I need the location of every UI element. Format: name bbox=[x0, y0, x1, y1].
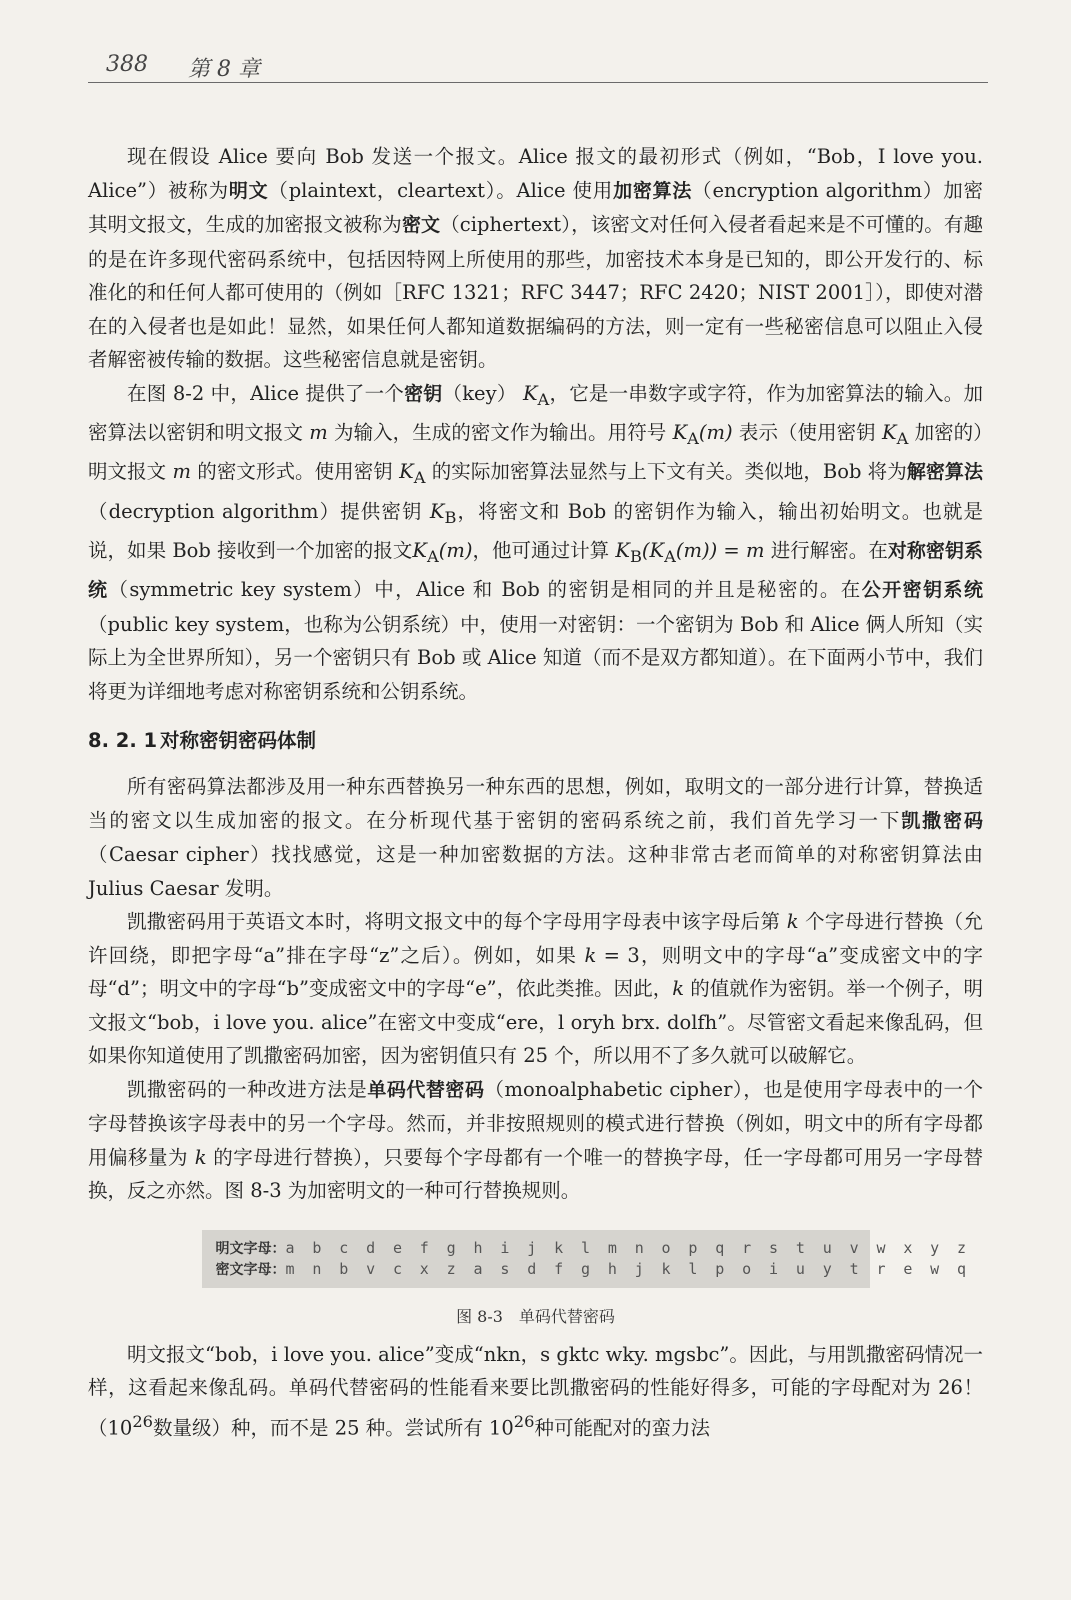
ciphertext-label: 密文字母： bbox=[215, 1261, 286, 1278]
page-header bbox=[88, 52, 988, 83]
ciphertext-row bbox=[215, 1259, 971, 1280]
paragraph-caesar-intro: 所有密码算法都涉及用一种东西替换另一种东西的思想，例如，取明文的一部分进行计算，替换适当的密文以生成加密的报文。在分析现代基于密钥的密码系统之前，我们首先学习一下凯撒密码（Caesar cipher）找找感觉，这是一种加密数据的方法。这种非常古老而简单的对称密钥算法由 Julius Caesar 发明。 bbox=[88, 775, 983, 900]
substitution-table bbox=[202, 1230, 971, 1288]
section-title: 对称密钥密码体制 bbox=[160, 729, 317, 753]
paragraph-key: 在图 8-2 中，Alice 提供了一个密钥（key） $K_A$，它是一串数字或字符，作为加密算法的输入。加密算法以密钥和明文报文 m 为输入，生成的密文作为输出。用符号 $K_A(m)$ 表示（使用密钥 $K_A$ 加密的）明文报文 m 的密文形式。使用密钥 $K_A$ 的实际加密算法显然与上下文有关。类似地，Bob 将为解密算法（decryption algorithm）提供密钥 $K_B$，将密文和 Bob 的密钥作为输入，输出初始明文。也就是说，如果 Bob 接收到一个加密的报文$K_A(m)$，他可通过计算 $K_B(K_A(m)) = m$ 进行解密。在对称密钥系统（symmetric key system）中，Alice 和 Bob 的密钥是相同的并且是秘密的。在公开密钥系统（public key system，也称为公钥系统）中，使用一对密钥：一个密钥为 Bob 和 Alice 俩人所知（实际上为全世界所知），另一个密钥只有 Bob 或 Alice 知道（而不是双方都知道）。在下面两小节中，我们将更为详细地考虑对称密钥系统和公钥系统。 bbox=[88, 381, 984, 703]
paragraph-plaintext: 现在假设 Alice 要向 Bob 发送一个报文。Alice 报文的最初形式（例如，“Bob，I love you. Alice”）被称为明文（plaintext，cleartext）。Alice 使用加密算法（encryption algorithm）加密其明文报文，生成的加密报文被称为密文（ciphertext），该密文对任何入侵者看起来是不可懂的。有趣的是在许多现代密码系统中，包括因特网上所使用的那些，加密技术本身是已知的，即公开发行的、标准化的和任何人都可使用的（例如［RFC 1321；RFC 3447；RFC 2420；NIST 2001］），即使对潜在的入侵者也是如此！显然，如果任何人都知道数据编码的方法，则一定有一些秘密信息可以阻止入侵者解密被传输的数据。这些秘密信息就是密钥。 bbox=[88, 145, 983, 371]
figure-caption: 图 8-3 单码代替密码 bbox=[456, 1306, 615, 1326]
plaintext-letters: a b c d e f g h i j k l m n o p q r s t u v w x y z bbox=[285, 1238, 971, 1257]
section-number: 8. 2. 1 bbox=[88, 729, 158, 753]
plaintext-row bbox=[215, 1238, 971, 1259]
page-body bbox=[88, 140, 983, 1445]
chapter-label: 第 8 章 bbox=[188, 57, 260, 82]
paragraph-caesar-detail: 凯撒密码用于英语文本时，将明文报文中的每个字母用字母表中该字母后第 k 个字母进行替换（允许回绕，即把字母“a”排在字母“z”之后）。例如，如果 k = 3，则明文中的字母“a”变成密文中的字母“d”；明文中的字母“b”变成密文中的字母“e”，依此类推。因此，k 的值就作为密钥。举一个例子，明文报文“bob，i love you. alice”在密文中变成“ere，l oryh brx. dolfh”。尽管密文看起来像乱码，但如果你知道使用了凯撒密码加密，因为密钥值只有 25 个，所以用不了多久就可以破解它。 bbox=[88, 910, 983, 1068]
page-number: 388 bbox=[106, 52, 148, 77]
paragraph-monoalphabetic: 凯撒密码的一种改进方法是单码代替密码（monoalphabetic cipher），也是使用字母表中的一个字母替换该字母表中的另一个字母。然而，并非按照规则的模式进行替换（例如，明文中的所有字母都用偏移量为 k 的字母进行替换），只要每个字母都有一个唯一的替换字母，任一字母都可用另一字母替换，反之亦然。图 8-3 为加密明文的一种可行替换规则。 bbox=[88, 1077, 983, 1203]
paragraph-bruteforce: 明文报文“bob，i love you. alice”变成“nkn，s gktc wky. mgsbc”。因此，与用凯撒密码情况一样，这看起来像乱码。单码代替密码的性能看来要比凯撒密码的性能好得多，可能的字母配对为 26！（$10^{26}$数量级）种，而不是 25 种。尝试所有 $10^{26}$种可能配对的蛮力法 bbox=[88, 1342, 983, 1440]
ciphertext-letters: m n b v c x z a s d f g h j k l p o i u y t r e w q bbox=[285, 1259, 971, 1278]
plaintext-label: 明文字母： bbox=[215, 1240, 286, 1257]
section-heading bbox=[88, 726, 983, 756]
